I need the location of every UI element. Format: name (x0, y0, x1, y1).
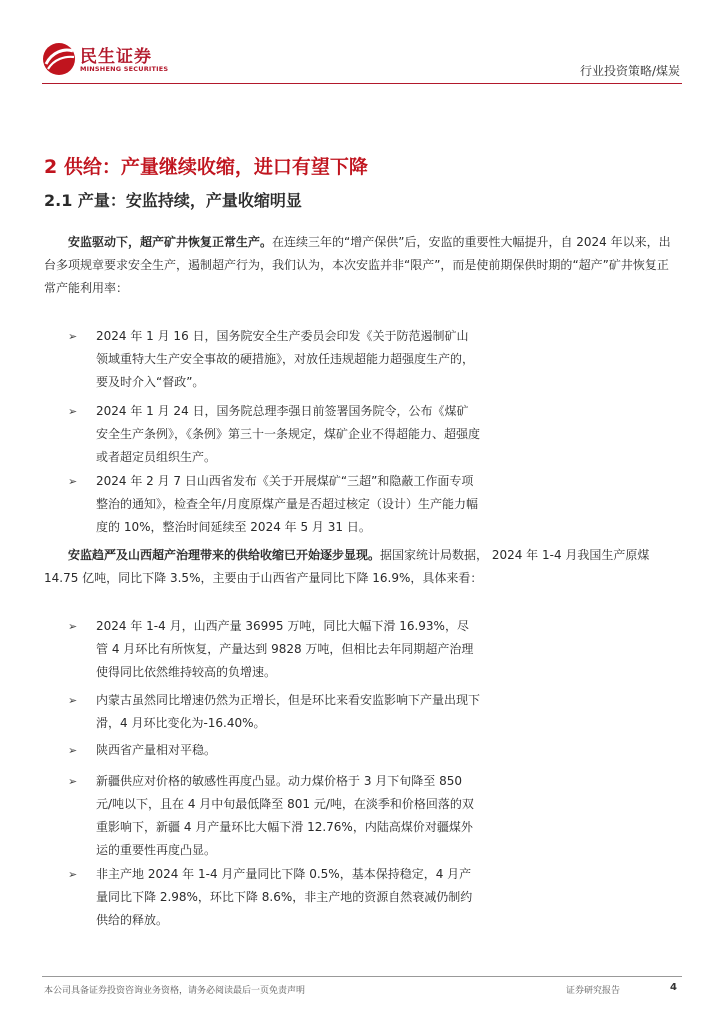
arrow-bullet-icon: ➢ (68, 744, 78, 757)
paragraph-lead: 安监驱动下，超产矿井恢复正常生产。 (68, 235, 273, 249)
list-item-text: 2024 年 2 月 7 日山西省发布《关于开展煤矿“三超”和隐蔽工作面专项整治的通知》，检查全年/月度原煤产量是否超过核定（设计）生产能力幅度的 10%，整治时间延续至 2024 年 5 月 31 日。 (96, 474, 479, 534)
paragraph-supply-contraction (44, 544, 680, 590)
list-item (68, 325, 475, 394)
logo-emblem-icon (42, 42, 76, 76)
arrow-bullet-icon: ➢ (68, 620, 78, 633)
logo-chinese-name: 民生证券 (80, 47, 152, 67)
footer-report-type: 证券研究报告 (566, 986, 621, 996)
arrow-bullet-icon: ➢ (68, 475, 78, 488)
list-item-text: 非主产地 2024 年 1-4 月产量同比下降 0.5%，基本保持稳定，4 月产量同比下降 2.98%，环比下降 8.6%，非主产地的资源自然衰减仍制约供给的释放。 (96, 867, 473, 927)
paragraph-lead: 安监趋严及山西超产治理带来的供给收缩已开始逐步显现。 (68, 548, 381, 562)
list-item (68, 863, 473, 932)
list-item-text: 2024 年 1 月 16 日，国务院安全生产委员会印发《关于防范遏制矿山领域重特大生产安全事故的硬措施》，对放任违规超能力超强度生产的，要及时介入“督政”。 (96, 329, 475, 389)
footer-divider (42, 976, 682, 977)
footer-disclaimer: 本公司具备证券投资咨询业务资格，请务必阅读最后一页免责声明 (44, 986, 306, 996)
section-heading: 2 供给：产量继续收缩，进口有望下降 (44, 156, 368, 178)
company-logo (42, 40, 192, 80)
header-divider (42, 83, 682, 84)
paragraph-body: 据国家统计局数据， 2024 年 1-4 月我国生产原煤 14.75 亿吨，同比下降 3.5%，主要由于山西省产量同比下降 16.9%，具体来看： (44, 548, 650, 585)
arrow-bullet-icon: ➢ (68, 694, 78, 707)
subsection-heading: 2.1 产量：安监持续，产量收缩明显 (44, 191, 302, 210)
arrow-bullet-icon: ➢ (68, 775, 78, 788)
list-item (68, 770, 474, 862)
list-item-text: 内蒙古虽然同比增速仍然为正增长，但是环比来看安监影响下产量出现下滑，4 月环比变化为-16.40%。 (96, 693, 481, 730)
list-item-text: 2024 年 1-4 月，山西产量 36995 万吨，同比大幅下滑 16.93%，尽管 4 月环比有所恢复，产量达到 9828 万吨，但相比去年同期超产治理使得同比依然维持较高的负增速。 (96, 619, 474, 679)
report-category: 行业投资策略/煤炭 (579, 64, 680, 78)
list-item-text: 新疆供应对价格的敏感性再度凸显。动力煤价格于 3 月下旬降至 850 元/吨以下，且在 4 月中旬最低降至 801 元/吨，在淡季和价格回落的双重影响下，新疆 4 月产量环比大幅下滑 12.76%，内陆高煤价对疆煤外运的重要性再度凸显。 (96, 774, 474, 857)
list-item (68, 400, 481, 469)
arrow-bullet-icon: ➢ (68, 405, 78, 418)
paragraph-safety-supervision (44, 231, 680, 300)
page-number: 4 (670, 982, 677, 993)
list-item (68, 615, 474, 684)
list-item (70, 739, 470, 762)
list-item (68, 470, 479, 539)
list-item-text: 2024 年 1 月 24 日，国务院总理李强日前签署国务院令，公布《煤矿安全生产条例》，《条例》第三十一条规定，煤矿企业不得超能力、超强度或者超定员组织生产。 (96, 404, 481, 464)
page-header (0, 0, 724, 90)
arrow-bullet-icon: ➢ (68, 868, 78, 881)
logo-english-name: MINSHENG SECURITIES (80, 65, 169, 73)
list-item (68, 689, 481, 735)
paragraph-body: 在连续三年的“增产保供”后，安监的重要性大幅提升，自 2024 年以来，出台多项规章要求安全生产，遏制超产行为，我们认为，本次安监并非“限产”，而是使前期保供时期的“超产”矿井恢复正常产能利用率： (44, 235, 671, 295)
list-item-text: 陕西省产量相对平稳。 (96, 743, 217, 757)
arrow-bullet-icon: ➢ (68, 330, 78, 343)
